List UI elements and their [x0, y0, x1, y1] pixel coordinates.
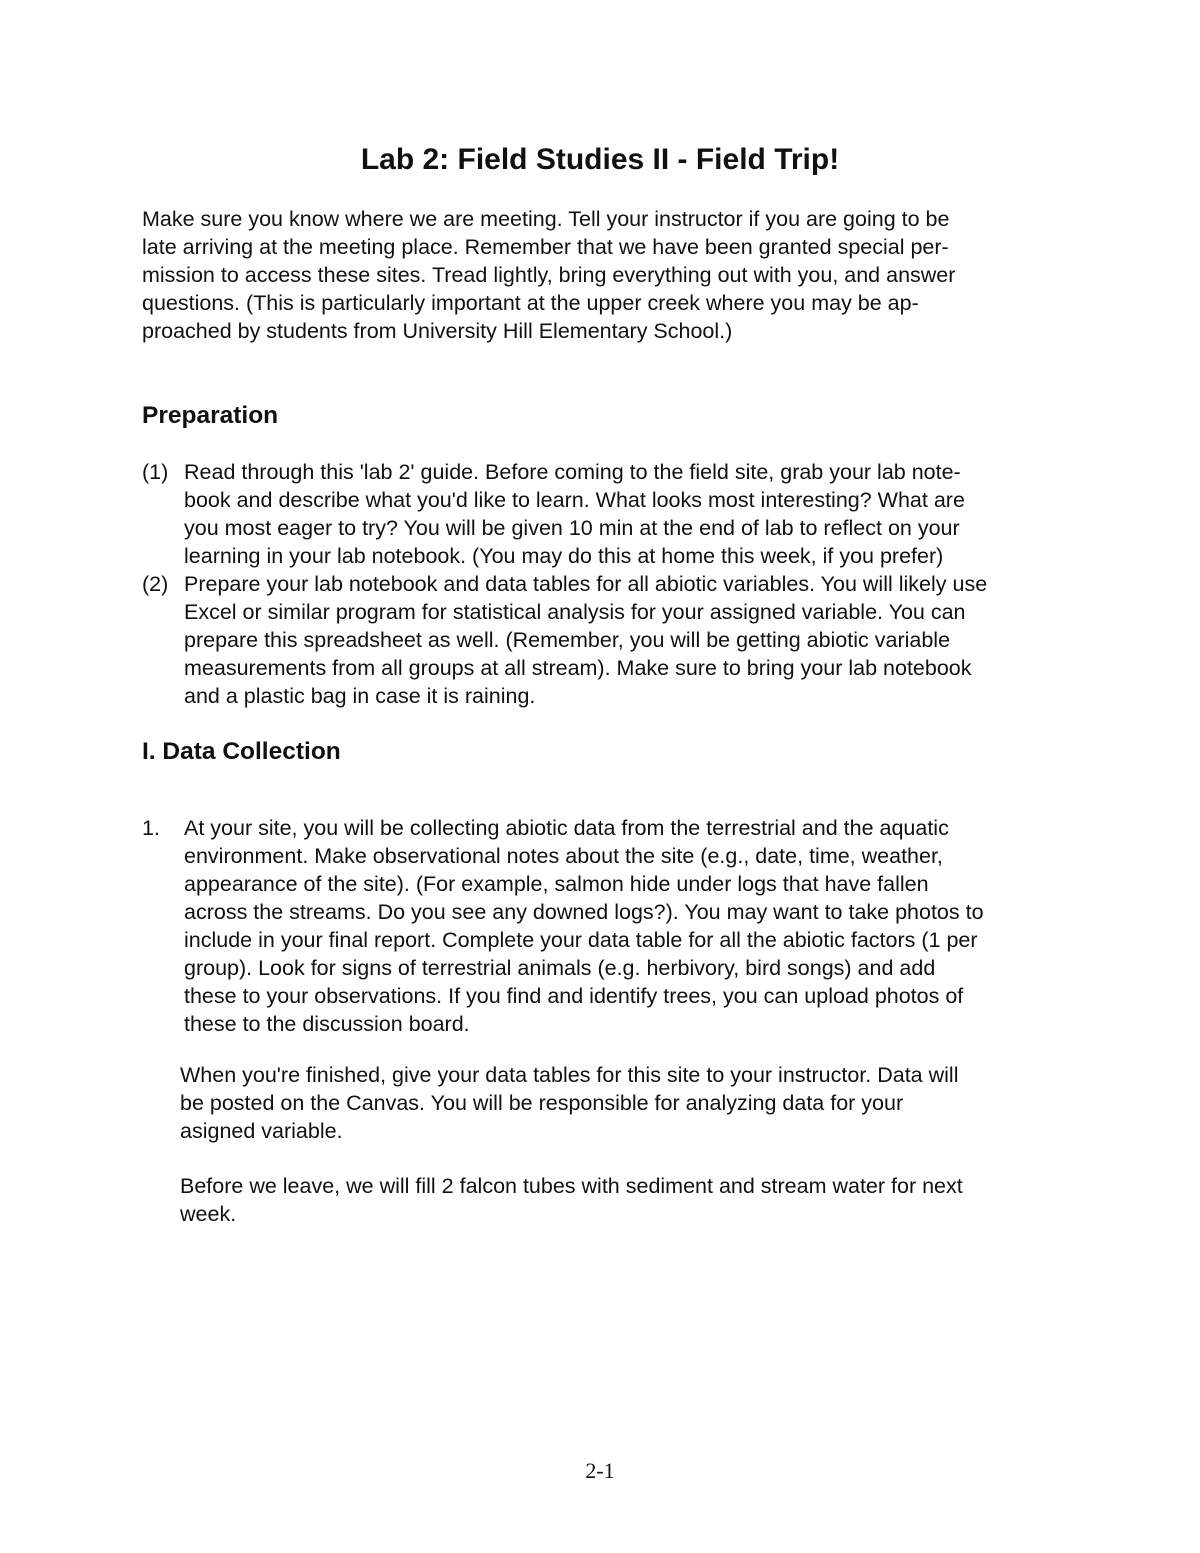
item-line: Read through this 'lab 2' guide. Before coming to the field site, grab your lab note- [184, 460, 961, 484]
paragraph-line: asigned variable. [180, 1119, 343, 1143]
data-collection-list [142, 814, 1102, 1038]
intro-line: mission to access these sites. Tread lightly, bring everything out with you, and answer [142, 263, 956, 287]
item-line: At your site, you will be collecting abiotic data from the terrestrial and the aquatic [184, 816, 949, 840]
item-number: (2) [142, 572, 169, 596]
paragraph-line: be posted on the Canvas. You will be responsible for analyzing data for your [180, 1091, 904, 1115]
intro-line: proached by students from University Hill Elementary School.) [142, 319, 733, 343]
intro-paragraph [142, 205, 1102, 345]
item-line: group). Look for signs of terrestrial animals (e.g. herbivory, bird songs) and add [184, 956, 936, 980]
preparation-list [142, 458, 1102, 710]
item-line: these to your observations. If you find and identify trees, you can upload photos of [184, 984, 964, 1008]
page-number: 2-1 [585, 1458, 615, 1483]
item-line: prepare this spreadsheet as well. (Remember, you will be getting abiotic variable [184, 628, 951, 652]
item-number: 1. [142, 816, 160, 840]
item-line: measurements from all groups at all stream). Make sure to bring your lab notebook [184, 656, 972, 680]
item-line: Excel or similar program for statistical analysis for your assigned variable. You can [184, 600, 966, 624]
item-line: across the streams. Do you see any downed logs?). You may want to take photos to [184, 900, 984, 924]
item-line: book and describe what you'd like to learn. What looks most interesting? What are [184, 488, 965, 512]
item-line: environment. Make observational notes about the site (e.g., date, time, weather, [184, 844, 943, 868]
item-line: Prepare your lab notebook and data tables for all abiotic variables. You will likely use [184, 572, 988, 596]
finished-paragraph [180, 1061, 1100, 1145]
paragraph-line: week. [180, 1202, 237, 1226]
item-line: include in your final report. Complete your data table for all the abiotic factors (1 per [184, 928, 978, 952]
preparation-heading: Preparation [142, 402, 279, 429]
item-line: these to the discussion board. [184, 1012, 470, 1036]
item-line: and a plastic bag in case it is raining. [184, 684, 536, 708]
item-line: learning in your lab notebook. (You may do this at home this week, if you prefer) [184, 544, 944, 568]
intro-line: late arriving at the meeting place. Remember that we have been granted special per- [142, 235, 949, 259]
document-title: Lab 2: Field Studies II - Field Trip! [360, 143, 840, 176]
item-line: you most eager to try? You will be given 10 min at the end of lab to reflect on your [184, 516, 960, 540]
data-collection-item [142, 814, 1102, 1038]
item-line: appearance of the site). (For example, salmon hide under logs that have fallen [184, 872, 929, 896]
intro-line: questions. (This is particularly important at the upper creek where you may be ap- [142, 291, 919, 315]
item-number: (1) [142, 460, 169, 484]
data-collection-heading: I. Data Collection [142, 738, 341, 765]
paragraph-line: When you're finished, give your data tables for this site to your instructor. Data will [180, 1063, 959, 1087]
preparation-item [142, 570, 1102, 710]
leave-paragraph [180, 1172, 1100, 1228]
paragraph-line: Before we leave, we will fill 2 falcon tubes with sediment and stream water for next [180, 1174, 963, 1198]
preparation-item [142, 458, 1102, 570]
intro-line: Make sure you know where we are meeting. Tell your instructor if you are going to be [142, 207, 950, 231]
